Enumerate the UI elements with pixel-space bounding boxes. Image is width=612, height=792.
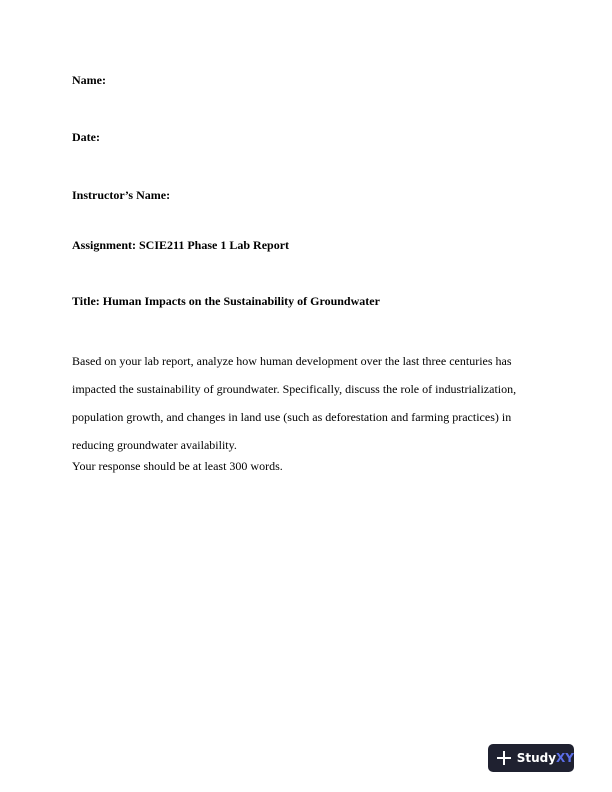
logo-word-study: Study <box>516 751 557 765</box>
assignment-heading: Assignment: SCIE211 Phase 1 Lab Report <box>72 238 290 252</box>
prompt-body <box>72 347 542 473</box>
studyxy-logo <box>488 744 574 772</box>
name-label: Name: <box>72 73 106 87</box>
instructor-name-label: Instructor’s Name: <box>72 188 171 202</box>
word-requirement: Your response should be at least 300 words. <box>72 459 283 473</box>
document-title: Title: Human Impacts on the Sustainability of Groundwater <box>72 294 380 308</box>
prompt-line-3: population growth, and changes in land use (such as deforestation and farming practices) in <box>72 410 512 424</box>
date-label: Date: <box>72 130 100 144</box>
prompt-line-2: impacted the sustainability of groundwater. Specifically, discuss the role of industrialization, <box>72 382 517 396</box>
plus-icon <box>497 751 511 765</box>
prompt-line-4: reducing groundwater availability. <box>72 438 237 452</box>
prompt-line-1: Based on your lab report, analyze how human development over the last three centuries has <box>72 354 512 368</box>
logo-word-xy: XY <box>556 751 574 765</box>
